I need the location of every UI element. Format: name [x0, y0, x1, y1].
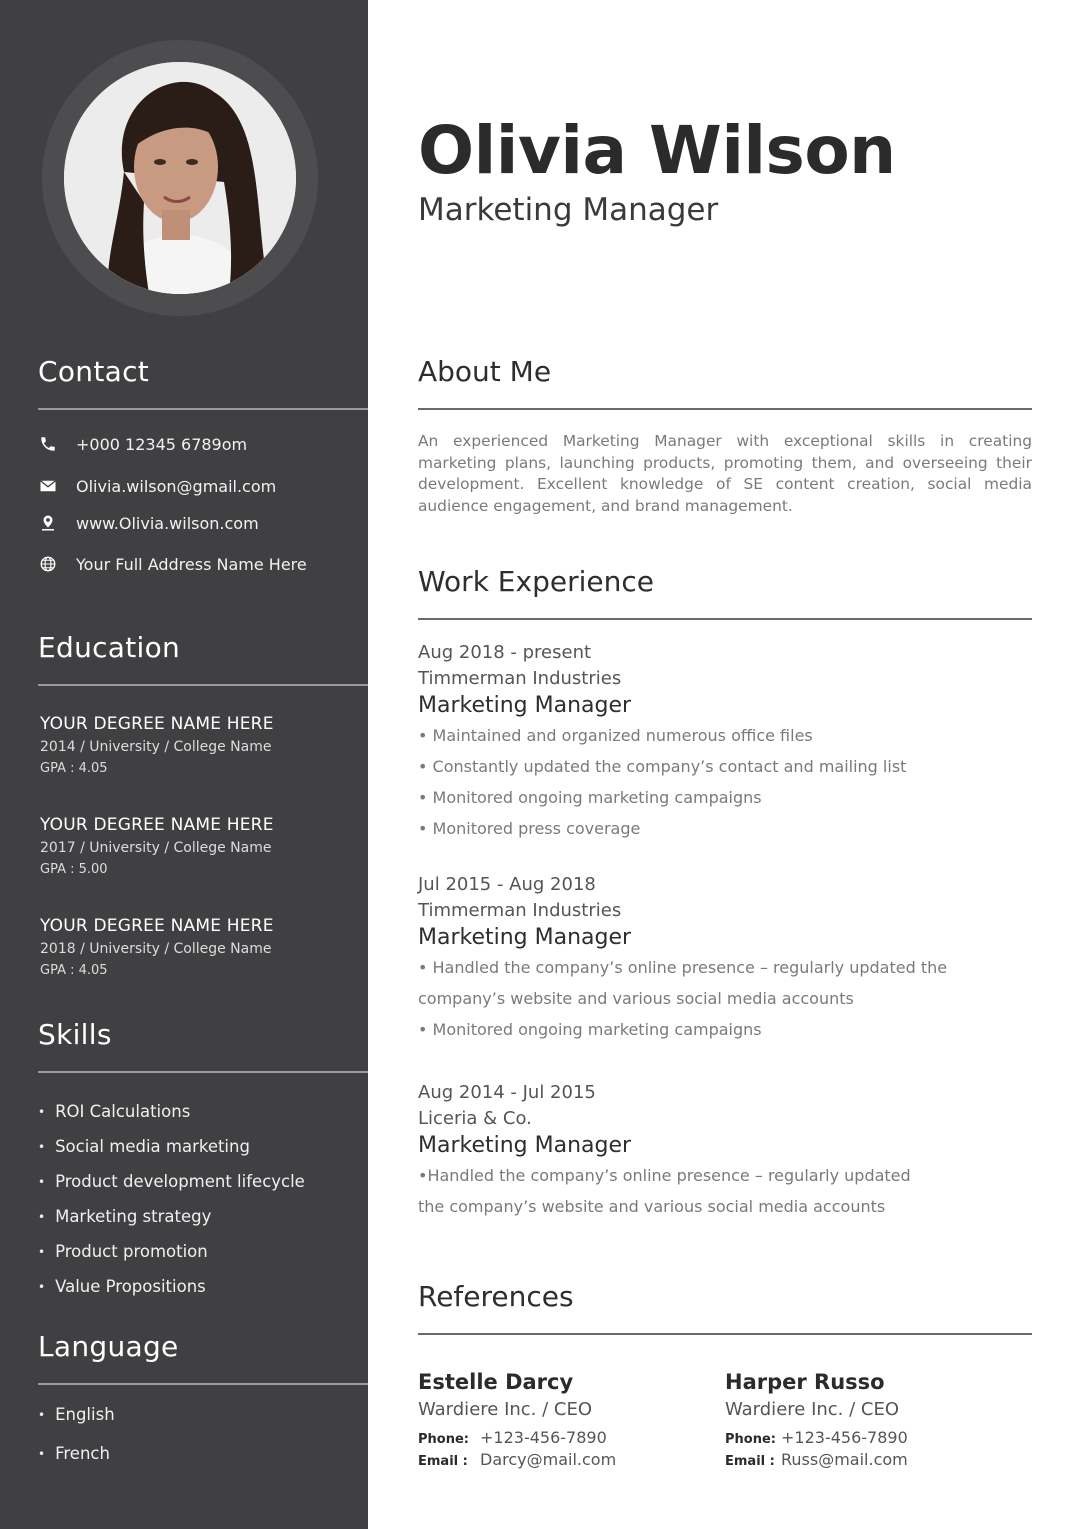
reference-email — [418, 1449, 616, 1471]
skills-heading: Skills — [38, 1018, 112, 1051]
job-entry — [418, 1080, 1032, 1222]
education-section — [38, 628, 368, 686]
reference-entry — [418, 1368, 616, 1471]
job-bullet: • Monitored ongoing marketing campaigns — [418, 1020, 762, 1039]
experience-heading: Work Experience — [418, 565, 654, 598]
reference-email — [725, 1449, 908, 1471]
skill-item: • Marketing strategy — [38, 1199, 305, 1234]
contact-address — [38, 552, 307, 576]
reference-company: Wardiere Inc. / CEO — [418, 1399, 593, 1420]
contact-website-text: www.Olivia.wilson.com — [76, 513, 259, 533]
job-bullet: • Constantly updated the company’s contact and mailing list — [418, 757, 907, 776]
language-item: • French — [38, 1434, 115, 1473]
language-heading: Language — [38, 1330, 179, 1363]
skills-section — [38, 1015, 368, 1073]
envelope-icon — [38, 476, 58, 496]
job-title: Marketing Manager — [418, 693, 632, 718]
profile-photo — [64, 62, 296, 294]
language-item: • English — [38, 1395, 115, 1434]
contact-email-text: Olivia.wilson@gmail.com — [76, 476, 277, 496]
reference-email-value: Darcy@mail.com — [480, 1450, 617, 1469]
job-company: Timmerman Industries — [418, 668, 622, 689]
reference-email-label: Email : — [418, 1454, 468, 1469]
education-divider — [38, 684, 368, 686]
skill-item: • Social media marketing — [38, 1129, 305, 1164]
reference-email-value: Russ@mail.com — [781, 1450, 908, 1469]
reference-phone — [725, 1427, 908, 1449]
job-company: Timmerman Industries — [418, 900, 622, 921]
job-entry — [418, 872, 1032, 1045]
job-title: Marketing Manager — [418, 1133, 632, 1158]
education-gpa: GPA : 4.05 — [40, 761, 108, 776]
job-date: Aug 2014 - Jul 2015 — [418, 1082, 596, 1103]
job-bullet: •Handled the company’s online presence – regularly updated — [418, 1166, 911, 1185]
skill-item: • Value Propositions — [38, 1269, 305, 1304]
job-bullet: • Handled the company’s online presence – regularly updated the — [418, 958, 948, 977]
education-item — [40, 815, 274, 877]
reference-name: Harper Russo — [725, 1370, 885, 1394]
job-bullet: • Monitored press coverage — [418, 819, 641, 838]
contact-section — [38, 352, 368, 410]
job-bullet: • Maintained and organized numerous office files — [418, 726, 813, 745]
reference-phone-value: +123-456-7890 — [480, 1428, 607, 1447]
education-degree: YOUR DEGREE NAME HERE — [40, 815, 274, 835]
about-divider — [418, 408, 1032, 410]
education-heading: Education — [38, 631, 181, 664]
contact-email — [38, 474, 277, 498]
education-institution: 2014 / University / College Name — [40, 739, 272, 755]
reference-entry — [725, 1368, 908, 1471]
skills-list — [38, 1094, 368, 1306]
job-bullet: the company’s website and various social media accounts — [418, 1197, 886, 1216]
job-date: Aug 2018 - present — [418, 642, 592, 663]
education-degree: YOUR DEGREE NAME HERE — [40, 714, 274, 734]
job-date: Jul 2015 - Aug 2018 — [418, 874, 596, 895]
reference-email-label: Email : — [725, 1454, 775, 1469]
education-item — [40, 714, 274, 776]
candidate-title: Marketing Manager — [418, 192, 719, 228]
education-institution: 2018 / University / College Name — [40, 941, 272, 957]
skills-divider — [38, 1071, 368, 1073]
contact-phone — [38, 432, 248, 456]
reference-phone — [418, 1427, 616, 1449]
contact-website — [38, 511, 259, 535]
education-list — [38, 714, 368, 994]
location-pin-icon — [38, 513, 58, 533]
candidate-name: Olivia Wilson — [418, 112, 896, 189]
contact-address-text: Your Full Address Name Here — [76, 554, 307, 574]
job-title: Marketing Manager — [418, 925, 632, 950]
education-degree: YOUR DEGREE NAME HERE — [40, 916, 274, 936]
about-heading: About Me — [418, 355, 552, 388]
reference-name: Estelle Darcy — [418, 1370, 574, 1394]
language-list — [38, 1395, 368, 1475]
reference-phone-label: Phone: — [418, 1432, 469, 1447]
experience-divider — [418, 618, 1032, 620]
reference-phone-label: Phone: — [725, 1432, 776, 1447]
references-heading: References — [418, 1280, 574, 1313]
references-divider — [418, 1333, 1032, 1335]
skill-item: • Product development lifecycle — [38, 1164, 305, 1199]
sidebar — [0, 0, 368, 1529]
skill-item: • ROI Calculations — [38, 1094, 305, 1129]
contact-phone-text: +000 12345 6789om — [76, 434, 248, 454]
reference-phone-value: +123-456-7890 — [781, 1428, 908, 1447]
contact-heading: Contact — [38, 355, 150, 388]
education-item — [40, 916, 274, 978]
job-bullet: • Monitored ongoing marketing campaigns — [418, 788, 762, 807]
phone-icon — [38, 434, 58, 454]
education-institution: 2017 / University / College Name — [40, 840, 272, 856]
job-entry — [418, 640, 1032, 844]
skill-item: • Product promotion — [38, 1234, 305, 1269]
contact-divider — [38, 408, 368, 410]
about-text: An experienced Marketing Manager with exceptional skills in creating marketing plans, launching products, promoting them, and overseeing their development. Excellent knowledge of SE content creation, social media audience engagement, and brand management. — [418, 432, 1032, 515]
contact-list — [38, 432, 368, 582]
language-section — [38, 1327, 368, 1385]
job-company: Liceria & Co. — [418, 1108, 532, 1129]
education-gpa: GPA : 5.00 — [40, 862, 108, 877]
globe-icon — [38, 554, 58, 574]
language-divider — [38, 1383, 368, 1385]
reference-company: Wardiere Inc. / CEO — [725, 1399, 900, 1420]
job-bullet: company’s website and various social media accounts — [418, 989, 854, 1008]
education-gpa: GPA : 4.05 — [40, 963, 108, 978]
